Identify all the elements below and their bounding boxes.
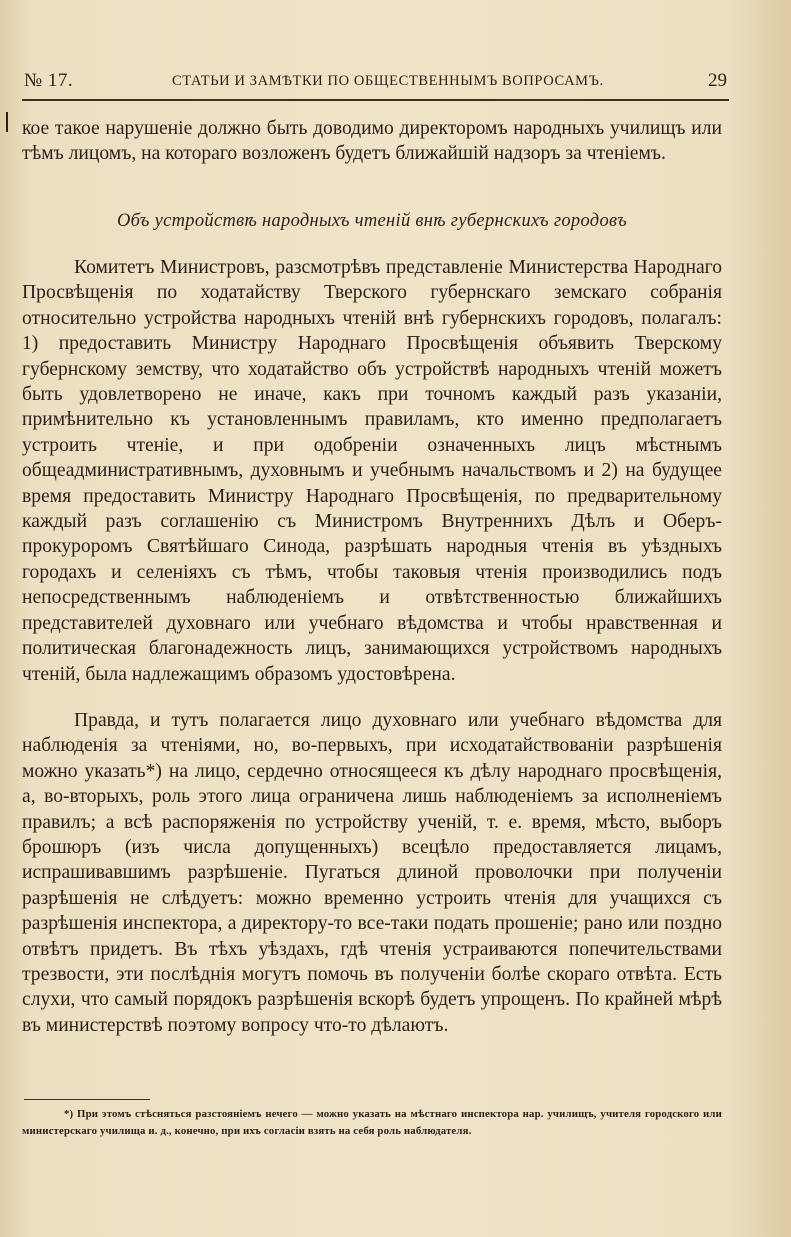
header-rule [22,99,729,101]
paragraph-continuation: кое такое нарушеніе должно быть доводимо директоромъ народныхъ училищъ или тѣмъ лицомъ, на котораго возложенъ будетъ ближайшій надзоръ за чтеніемъ. [22,118,722,165]
page-number: 29 [708,70,727,91]
section-subheading: Объ устройствѣ народныхъ чтеній внѣ губернскихъ городовъ [116,211,627,231]
footnote-rule [24,1099,150,1100]
paragraph-commentary: Правда, и тутъ полагается лицо духовнаго или учебнаго вѣдомства для наблюденія за чтеніями, но, во-первыхъ, при исходатайствованіи разрѣшенія можно указать*) на лицо, сердечно относящееся къ дѣлу народнаго просвѣщенія, а, во-вторыхъ, роль этого лица ограничена лишь наблюденіемъ за исполненіемъ правилъ; а всѣ распоряженія по устройству ученій, т. е. время, мѣсто, выборъ брошюръ (изъ числа допущенныхъ) всецѣло предоставляется лицамъ, испрашивавшимъ разрѣшеніе. Пугаться длиной проволочки при полученіи разрѣшенія не слѣдуетъ: можно временно устроить чтенія для учащихся съ разрѣшенія инспектора, а директору-то все-таки подать прошеніе; рано или поздно отвѣтъ придетъ. Въ тѣхъ уѣздахъ, гдѣ чтенія устраиваются попечительствами трезвости, эти послѣднія могутъ помочь въ полученіи болѣе скораго отвѣта. Есть слухи, что самый порядокъ разрѣшенія вскорѣ будетъ упрощенъ. По крайней мѣрѣ въ министерствѣ поэтому вопросу что-то дѣлаютъ. [22,710,722,1036]
margin-mark [6,112,8,132]
running-title: СТАТЬИ И ЗАМѢТКИ ПО ОБЩЕСТВЕННЫМЪ ВОПРОСАМЪ. [172,73,604,89]
footnote: *) При этомъ стѣсняться разстояніемъ нечего — можно указать на мѣстнаго инспектора нар. училищъ, учителя городского или министерскаго училища и. д., конечно, при ихъ согласіи взять на себя роль наблюдателя. [22,1108,722,1137]
running-header [24,70,727,96]
issue-number: № 17. [24,70,74,91]
paragraph-committee-decision: Комитетъ Министровъ, разсмотрѣвъ представленіе Министерства Народнаго Просвѣщенія по ходатайству Тверского губернскаго земскаго собранія относительно устройства народныхъ чтеній внѣ губернскихъ городовъ, полагалъ: 1) предоставить Министру Народнаго Просвѣщенія объявить Тверскому губернскому земству, что ходатайство объ устройствѣ народныхъ чтеній можетъ быть удовлетворено не иначе, какъ при точномъ каждый разъ указаніи, примѣнительно къ установленнымъ правиламъ, кто именно предполагаетъ устроить чтеніе, и при одобреніи означенныхъ лицъ мѣстнымъ общеадминистративнымъ, духовнымъ и учебнымъ начальствомъ и 2) на будущее время предоставить Министру Народнаго Просвѣщенія, по предварительному каждый разъ соглашенію съ Министромъ Внутреннихъ Дѣлъ и Оберъ-прокуроромъ Святѣйшаго Синода, разрѣшать народныя чтенія въ уѣздныхъ городахъ и селеніяхъ съ тѣмъ, чтобы таковыя чтенія производились подъ непосредственнымъ наблюденіемъ и отвѣтственностью ближайшихъ представителей духовнаго или учебнаго вѣдомства и чтобы нравственная и политическая благонадежность лицъ, занимающихся устройствомъ народныхъ чтеній, была надлежащимъ образомъ удостовѣрена. [22,257,722,685]
